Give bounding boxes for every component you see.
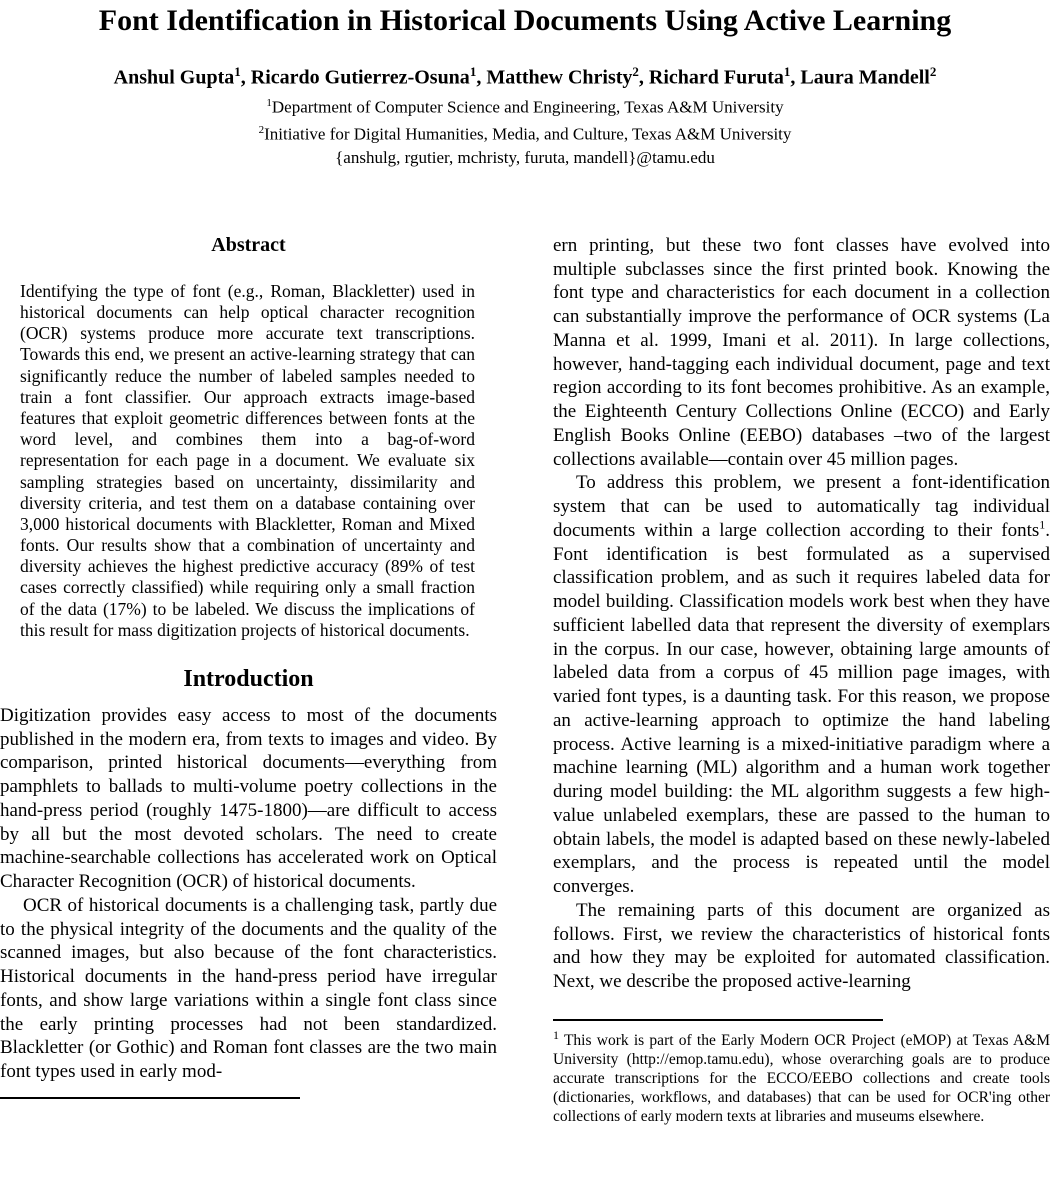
affiliation-2-mark: 2 (258, 124, 265, 137)
footnote-number: 1 (553, 1027, 559, 1042)
affiliation-1-mark: 1 (266, 96, 272, 109)
introduction-heading: Introduction (183, 665, 314, 692)
author-affiliation-mark: 1 (783, 64, 791, 79)
author-line (0, 64, 1050, 90)
author-name: Laura Mandell (800, 66, 930, 89)
author-affiliation-mark: 1 (234, 64, 241, 79)
author-separator: , (790, 66, 801, 89)
left-column (0, 234, 497, 1127)
author-name: Anshul Gupta (113, 66, 235, 89)
intro-paragraph-2: OCR of historical documents is a challenging task, partly due to the physical integrity of the documents and the quality of the scanned images, but also because of the font characteristics. Historical documents in the hand-press period have irregular fonts, and show large variations within a single font class since the early printing processes had not been standardized. Blackletter (or Gothic) and Roman font classes are the two main font types used in early mod- (0, 894, 497, 1083)
author-name: Matthew Christy (486, 66, 633, 89)
footnote-rule-left (0, 1097, 300, 1099)
author-separator: , (638, 66, 649, 89)
author-separator: , (476, 66, 487, 89)
abstract-section (0, 234, 497, 641)
body-paragraph-3: The remaining parts of this document are organized as follows. First, we review the characteristics of historical fonts and how they may be exploited for automated classification. Next, we describe the proposed active-learning (553, 899, 1050, 993)
footnote-text (553, 1027, 1050, 1127)
affiliation-2-text: Initiative for Digital Humanities, Media, and Culture, Texas A&M University (264, 124, 792, 144)
abstract-text: Identifying the type of font (e.g., Roman, Blackletter) used in historical documents can help optical character recognition (OCR) systems produce more accurate text transcriptions. Towards this end, we present an active-learning strategy that can significantly reduce the number of labeled samples needed to train a font classifier. Our approach extracts image-based features that exploit geometric differences between fonts at the word level, and combines them into a bag-of-word representation for each page in a document. We evaluate six sampling strategies based on uncertainty, dissimilarity and diversity criteria, and test them on a database containing over 3,000 historical documents with Blackletter, Roman and Mixed fonts. Our results show that a combination of uncertainty and diversity achieves the highest predictive accuracy (89% of test cases correctly classified) while requiring only a small fraction of the data (17%) to be labeled. We discuss the implications of this result for mass digitization projects of historical documents. (20, 280, 475, 640)
author-separator: , (240, 66, 251, 89)
author-affiliation-mark: 2 (632, 64, 639, 79)
author-affiliation-mark: 1 (469, 64, 477, 79)
right-column (553, 234, 1050, 1127)
body-paragraph-2-text-cont: . Font identification is best formulated as a supervised classification problem, and as such it requires labeled data for model building. Classification models work best when they have sufficient labelled data that represent the diversity of exemplars in the corpus. In our case, however, obtaining large amounts of labeled data from a corpus of 45 million page images, with varied font types, is a daunting task. For this reason, we propose an active-learning approach to optimize the hand labeling process. Active learning is a mixed-initiative paradigm where a machine learning (ML) algorithm and a human work together during model building: the ML algorithm suggests a few high-value unlabeled exemplars, these are passed to the human to obtain labels, the model is adapted based on these newly-labeled exemplars, and the process is repeated until the model converges. (553, 519, 1050, 898)
affiliation-1-text: Department of Computer Science and Engineering, Texas A&M University (271, 97, 784, 117)
body-paragraph-1: ern printing, but these two font classes have evolved into multiple subclasses since the first printed book. Knowing the font type and characteristics for each document in a collection can substantially improve the performance of OCR systems (La Manna et al. 1999, Imani et al. 2011). In large collections, however, hand-tagging each individual document, page and text region according to its font becomes prohibitive. As an example, the Eighteenth Century Collections Online (ECCO) and Early English Books Online (EEBO) databases –two of the largest collections available—contain over 45 million pages. (553, 234, 1050, 470)
abstract-heading: Abstract (211, 233, 286, 256)
author-affiliation-mark: 2 (929, 64, 937, 79)
author-name: Ricardo Gutierrez-Osuna (250, 66, 470, 89)
footnote-body: This work is part of the Early Modern OCR Project (eMOP) at Texas A&M University (http://emop.tamu.edu), whose overarching goals are to produce accurate transcriptions for the ECCO/EEBO collections and create tools (dictionaries, workflows, and databases) that can be used for OCR'ing other collections of early modern texts at libraries and museums elsewhere. (553, 1031, 1050, 1125)
affiliation-1 (0, 97, 1050, 118)
affiliation-2 (0, 124, 1050, 145)
paper-header (0, 0, 1050, 168)
body-paragraph-2-text: To address this problem, we present a font-identification system that can be used to automatically tag individual documents within a large collection according to their fonts (553, 472, 1050, 541)
intro-paragraph-1: Digitization provides easy access to most of the documents published in the modern era, from texts to images and video. By comparison, printed historical documents—everything from pamphlets to ballads to multi-volume poetry collections in the hand-press period (roughly 1475-1800)—are difficult to access by all but the most devoted scholars. The need to create machine-searchable collections has accelerated work on Optical Character Recognition (OCR) of historical documents. (0, 704, 497, 893)
author-name: Richard Furuta (648, 66, 784, 89)
footnote-rule-right (553, 1019, 883, 1021)
body-paragraph-2 (553, 471, 1050, 899)
paper-title: Font Identification in Historical Documents Using Active Learning (98, 4, 952, 37)
email-line: {anshulg, rgutier, mchristy, furuta, mandell}@tamu.edu (335, 147, 715, 167)
footnote-marker: 1 (1039, 517, 1046, 532)
two-column-body (0, 234, 1050, 1127)
